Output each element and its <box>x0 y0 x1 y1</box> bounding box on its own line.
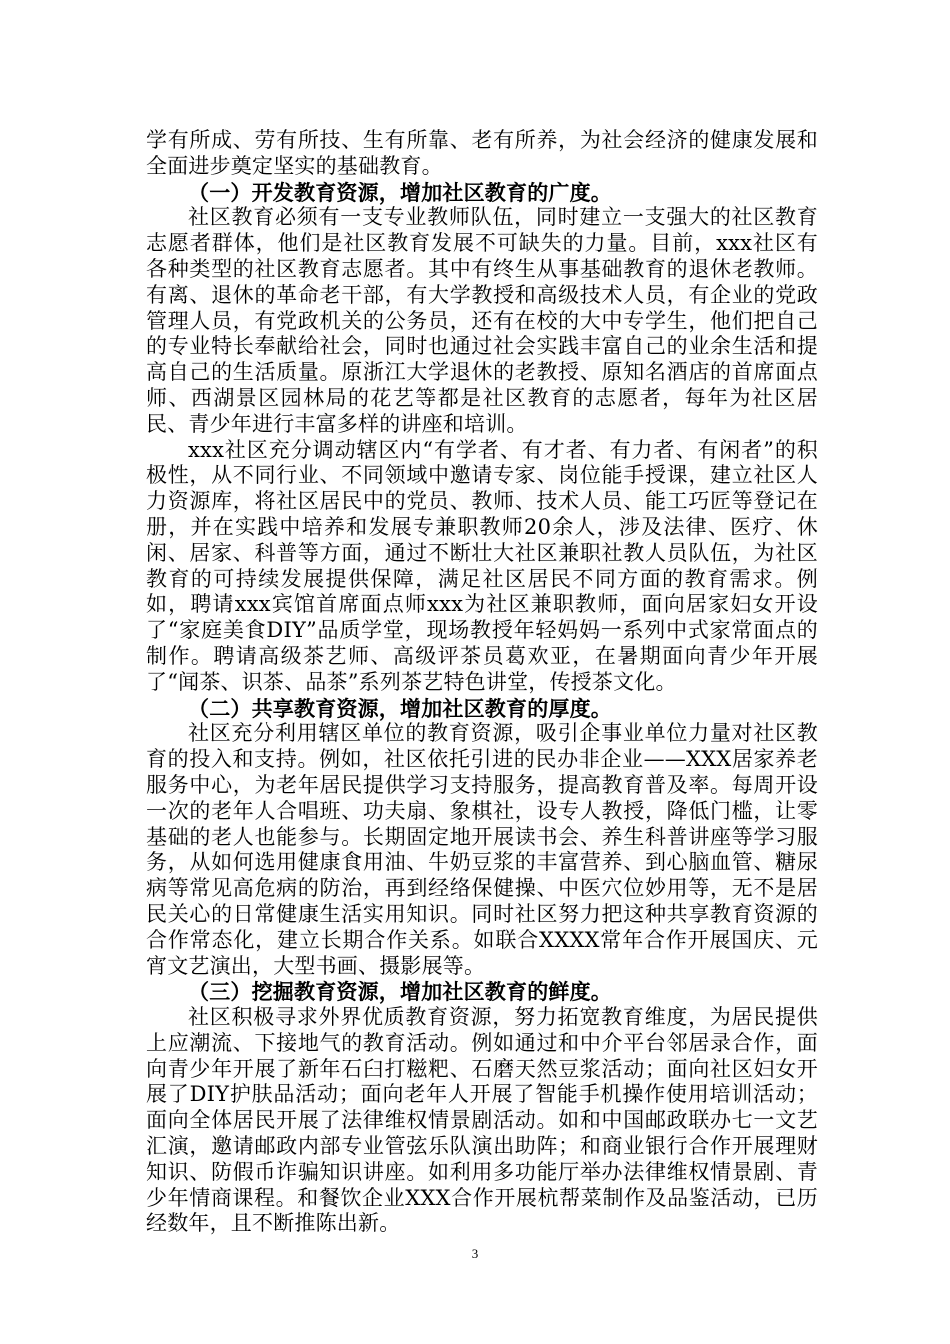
paragraph: 社区积极寻求外界优质教育资源，努力拓宽教育维度，为居民提供上应潮流、下接地气的教育活动。例如通过和中介平台邻居录合作，面向青少年开展了新年石臼打糍粑、石磨天然豆浆活动；面向社区妇女开展了DIY护肤品活动；面向老年人开展了智能手机操作使用培训活动；面向全体居民开展了法律维权情景剧活动。如和中国邮政联办七一文艺汇演，邀请邮政内部专业管弦乐队演出助阵；和商业银行合作开展理财知识、防假币诈骗知识讲座。如利用多功能厅举办法律维权情景剧、青少年情商课程。和餐饮企业XXX合作开展杭帮菜制作及品鉴活动，已历经数年，且不断推陈出新。 <box>146 1005 818 1236</box>
paragraph: xxx社区充分调动辖区内“有学者、有才者、有力者、有闲者”的积极性，从不同行业、不同领域中邀请专家、岗位能手授课，建立社区人力资源库，将社区居民中的党员、教师、技术人员、能工巧匠等登记在册，并在实践中培养和发展专兼职教师20余人，涉及法律、医疗、休闲、居家、科普等方面，通过不断壮大社区兼职社教人员队伍，为社区教育的可持续发展提供保障，满足社区居民不同方面的教育需求。例如，聘请xxx宾馆首席面点师xxx为社区兼职教师，面向居家妇女开设了“家庭美食DIY”品质学堂，现场教授年轻妈妈一系列中式家常面点的制作。聘请高级茶艺师、高级评茶员葛欢亚，在暑期面向青少年开展了“闻茶、识茶、品茶”系列茶艺特色讲堂，传授茶文化。 <box>146 437 818 694</box>
paragraph: 社区充分利用辖区单位的教育资源，吸引企事业单位力量对社区教育的投入和支持。例如，社区依托引进的民办非企业——XXX居家养老服务中心，为老年居民提供学习支持服务，提高教育普及率。每周开设一次的老年人合唱班、功夫扇、象棋社，设专人教授，降低门槛，让零基础的老人也能参与。长期固定地开展读书会、养生科普讲座等学习服务，从如何选用健康食用油、牛奶豆浆的丰富营养、到心脑血管、糖尿病等常见高危病的防治，再到经络保健操、中医穴位妙用等，无不是居民关心的日常健康生活实用知识。同时社区努力把这种共享教育资源的合作常态化，建立长期合作关系。如联合XXXX常年合作开展国庆、元宵文艺演出，大型书画、摄影展等。 <box>146 721 818 978</box>
section-heading-3: （三）挖掘教育资源，增加社区教育的鲜度。 <box>188 979 612 1005</box>
section-heading-1: （一）开发教育资源，增加社区教育的广度。 <box>188 179 612 205</box>
paragraph-continuation: 学有所成、劳有所技、生有所靠、老有所养，为社会经济的健康发展和全面进步奠定坚实的基础教育。 <box>146 128 818 178</box>
paragraph: 社区教育必须有一支专业教师队伍，同时建立一支强大的社区教育志愿者群体，他们是社区教育发展不可缺失的力量。目前，xxx社区有各种类型的社区教育志愿者。其中有终生从事基础教育的退休老教师。有离、退休的革命老干部，有大学教授和高级技术人员，有企业的党政管理人员，有党政机关的公务员，还有在校的大中专学生，他们把自己的专业特长奉献给社会，同时也通过社会实践丰富自己的业余生活和提高自己的生活质量。原浙江大学退休的老教授、原知名酒店的首席面点师、西湖景区园林局的花艺等都是社区教育的志愿者，每年为社区居民、青少年进行丰富多样的讲座和培训。 <box>146 205 818 436</box>
page-number: 3 <box>471 1246 479 1261</box>
document-body <box>146 128 818 1237</box>
section-heading-2: （二）共享教育资源，增加社区教育的厚度。 <box>188 695 612 721</box>
